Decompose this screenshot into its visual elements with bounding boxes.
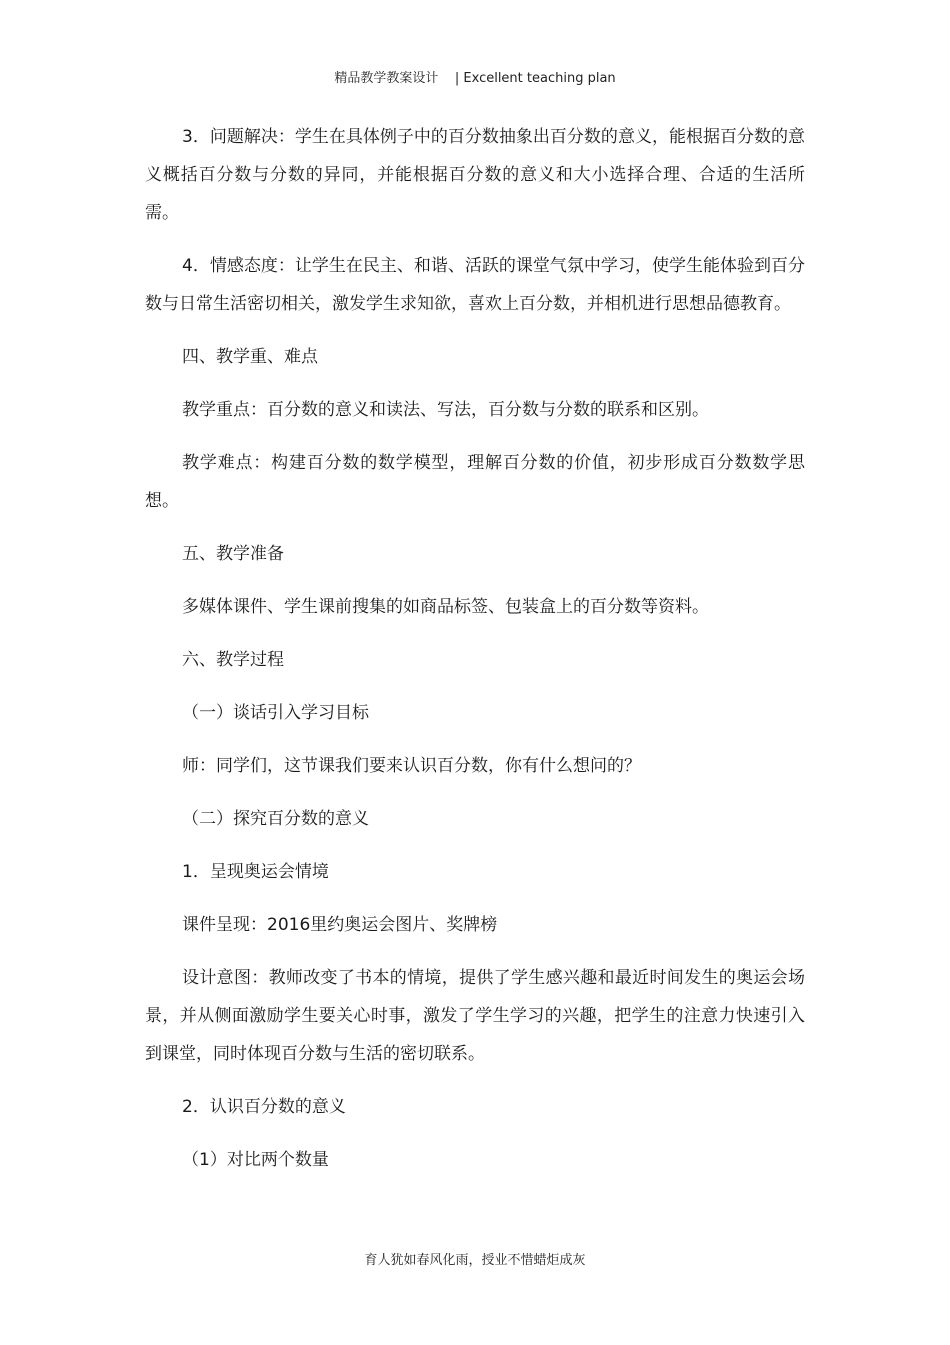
item-compare-quantities: （1）对比两个数量 <box>182 1150 329 1170</box>
subheading-introduction: （一）谈话引入学习目标 <box>182 703 369 723</box>
paragraph-emotional-attitude: 4．情感态度：让学生在民主、和谐、活跃的课堂气氛中学习，使学生能体验到百分数与日常生活密切相关，激发学生求知欲，喜欢上百分数，并相机进行思想品德教育。 <box>145 256 805 314</box>
page-footer: 育人犹如春风化雨，授业不惜蜡炬成灰 <box>364 1253 586 1268</box>
page-header: 精品教学教案设计 | Excellent teaching plan <box>334 71 616 86</box>
heading-key-difficult-points: 四、教学重、难点 <box>182 347 318 367</box>
subheading-explore-meaning: （二）探究百分数的意义 <box>182 809 369 829</box>
item-olympics-scene: 1．呈现奥运会情境 <box>182 862 329 882</box>
paragraph-preparation-materials: 多媒体课件、学生课前搜集的如商品标签、包装盒上的百分数等资料。 <box>182 597 709 617</box>
paragraph-problem-solving: 3．问题解决：学生在具体例子中的百分数抽象出百分数的意义，能根据百分数的意义概括百分数与分数的异同，并能根据百分数的意义和大小选择合理、合适的生活所需。 <box>145 127 805 223</box>
heading-teaching-process: 六、教学过程 <box>182 650 284 670</box>
document-body <box>145 118 805 1194</box>
item-understand-meaning: 2．认识百分数的意义 <box>182 1097 346 1117</box>
heading-teaching-preparation: 五、教学准备 <box>182 544 284 564</box>
paragraph-teaching-difficulty: 教学难点：构建百分数的数学模型，理解百分数的价值，初步形成百分数数学思想。 <box>145 453 805 511</box>
paragraph-courseware: 课件呈现：2016里约奥运会图片、奖牌榜 <box>182 915 498 935</box>
paragraph-teacher-question: 师：同学们，这节课我们要来认识百分数，你有什么想问的？ <box>182 756 641 776</box>
paragraph-design-intent: 设计意图：教师改变了书本的情境，提供了学生感兴趣和最近时间发生的奥运会场景，并从侧面激励学生要关心时事，激发了学生学习的兴趣，把学生的注意力快速引入到课堂，同时体现百分数与生活的密切联系。 <box>145 968 805 1064</box>
paragraph-teaching-focus: 教学重点：百分数的意义和读法、写法，百分数与分数的联系和区别。 <box>182 400 709 420</box>
